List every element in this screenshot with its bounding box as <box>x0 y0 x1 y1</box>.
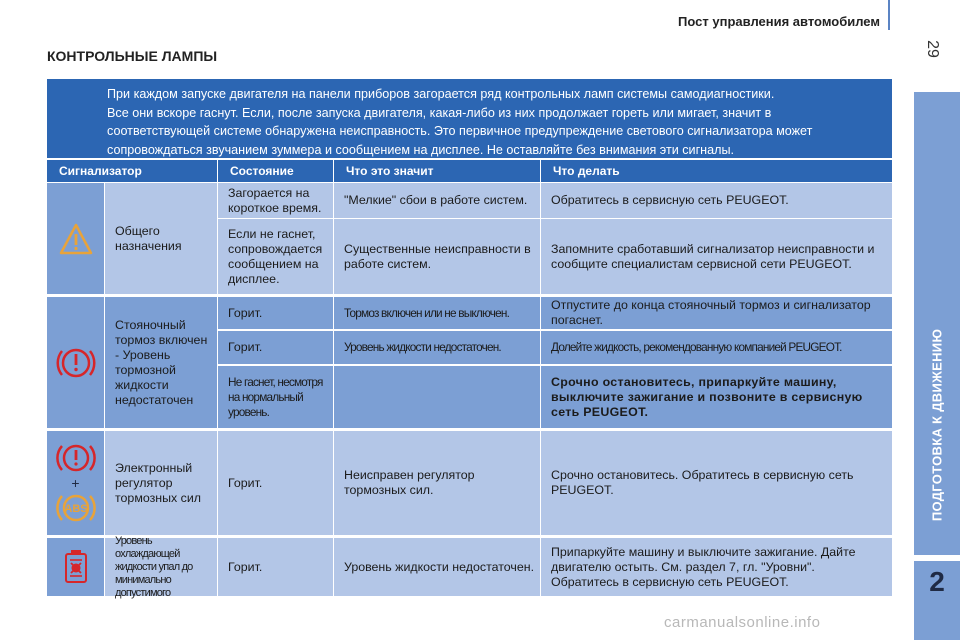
brake-action-3: Срочно остановитесь, припаркуйте машину, выключите зажигание и позвоните в сервисную сеть PEUGEOT. <box>541 366 892 428</box>
brake-state-1: Горит. <box>218 297 333 329</box>
brake-icon-cell <box>47 297 104 428</box>
brake-abs-icon <box>54 440 98 526</box>
page-number: 29 <box>924 40 941 58</box>
ebd-name: Электронный регулятор тормозных сил <box>105 431 217 535</box>
general-action-1: Обратитесь в сервисную сеть PEUGEOT. <box>541 183 892 218</box>
column-header-meaning: Что это значит <box>334 160 540 182</box>
brake-meaning-2: Уровень жидкости недостаточен. <box>334 331 540 364</box>
general-action-2: Запомните сработавший сигнализатор неисправности и сообщите специалистам сервисной сети PEUGEOT. <box>541 219 892 294</box>
coolant-icon-cell <box>47 538 104 596</box>
abs-label: ABS <box>63 503 88 515</box>
intro-line: сопровождаться звучанием зуммера и сообщением на дисплее. Не оставляйте без внимания эти сигналы. <box>107 142 735 157</box>
column-header-state: Состояние <box>218 160 333 182</box>
general-meaning-2: Существенные неисправности в работе систем. <box>334 219 540 294</box>
coolant-meaning: Уровень жидкости недостаточен. <box>334 538 540 596</box>
section-title: КОНТРОЛЬНЫЕ ЛАМПЫ <box>47 48 218 64</box>
ebd-state: Горит. <box>218 431 333 535</box>
coolant-name: Уровень охлаждающей жидкости упал до минимально допустимого <box>105 538 217 596</box>
watermark: carmanualsonline.info <box>664 614 821 631</box>
brake-meaning-1: Тормоз включен или не выключен. <box>334 297 540 329</box>
intro-line: При каждом запуске двигателя на панели приборов загорается ряд контрольных ламп системы самодиагностики. <box>107 87 775 101</box>
chapter-title: ПОДГОТОВКА К ДВИЖЕНИЮ <box>929 328 945 522</box>
general-state-1: Загорается на короткое время. <box>218 183 333 218</box>
brake-state-2: Горит. <box>218 331 333 364</box>
plus-sign: + <box>71 475 80 491</box>
ebd-action: Срочно остановитесь. Обратитесь в сервисную сеть PEUGEOT. <box>541 431 892 535</box>
chapter-number: 2 <box>929 566 945 597</box>
ebd-meaning: Неисправен регулятор тормозных сил. <box>334 431 540 535</box>
abs-icon <box>54 490 98 526</box>
general-state-2: Если не гаснет, сопровождается сообщением на дисплее. <box>218 219 333 294</box>
column-header-action: Что делать <box>541 160 892 182</box>
general-warning-name: Общего назначения <box>105 183 217 294</box>
coolant-action: Припаркуйте машину и выключите зажигание. Дайте двигателю остыть. См. раздел 7, гл. "Уровни". Обратитесь в сервисную сеть PEUGEOT. <box>541 538 892 596</box>
header-divider <box>888 0 890 30</box>
brake-state-3: Не гаснет, несмотря на нормальный уровень. <box>218 366 333 428</box>
general-meaning-1: "Мелкие" сбои в работе систем. <box>334 183 540 218</box>
intro-box <box>47 79 892 158</box>
brake-warning-icon <box>54 440 98 476</box>
brake-name: Стояночный тормоз включен - Уровень тормозной жидкости недостаточен <box>105 297 217 428</box>
brake-action-2: Долейте жидкость, рекомендованную компанией PEUGEOT. <box>541 331 892 364</box>
brake-meaning-3 <box>334 366 540 428</box>
general-warning-icon-cell <box>47 183 104 294</box>
column-header-indicator: Сигнализатор <box>47 160 217 182</box>
page-header-title: Пост управления автомобилем <box>678 14 880 29</box>
sidebar-divider <box>914 555 960 561</box>
coolant-state: Горит. <box>218 538 333 596</box>
intro-line: соответствующей системе обнаружена неисправность. Это первичное предупреждение светового сигнализатора может <box>107 124 813 138</box>
brake-warning-icon <box>54 343 98 383</box>
coolant-level-icon <box>61 548 91 586</box>
intro-line: Все они вскоре гаснут. Если, после запуска двигателя, какая-либо из них продолжает гореть или мигает, значит в <box>107 105 772 120</box>
warning-triangle-icon <box>59 223 93 255</box>
ebd-icon-cell <box>47 431 104 535</box>
brake-action-1: Отпустите до конца стояночный тормоз и сигнализатор погаснет. <box>541 297 892 329</box>
